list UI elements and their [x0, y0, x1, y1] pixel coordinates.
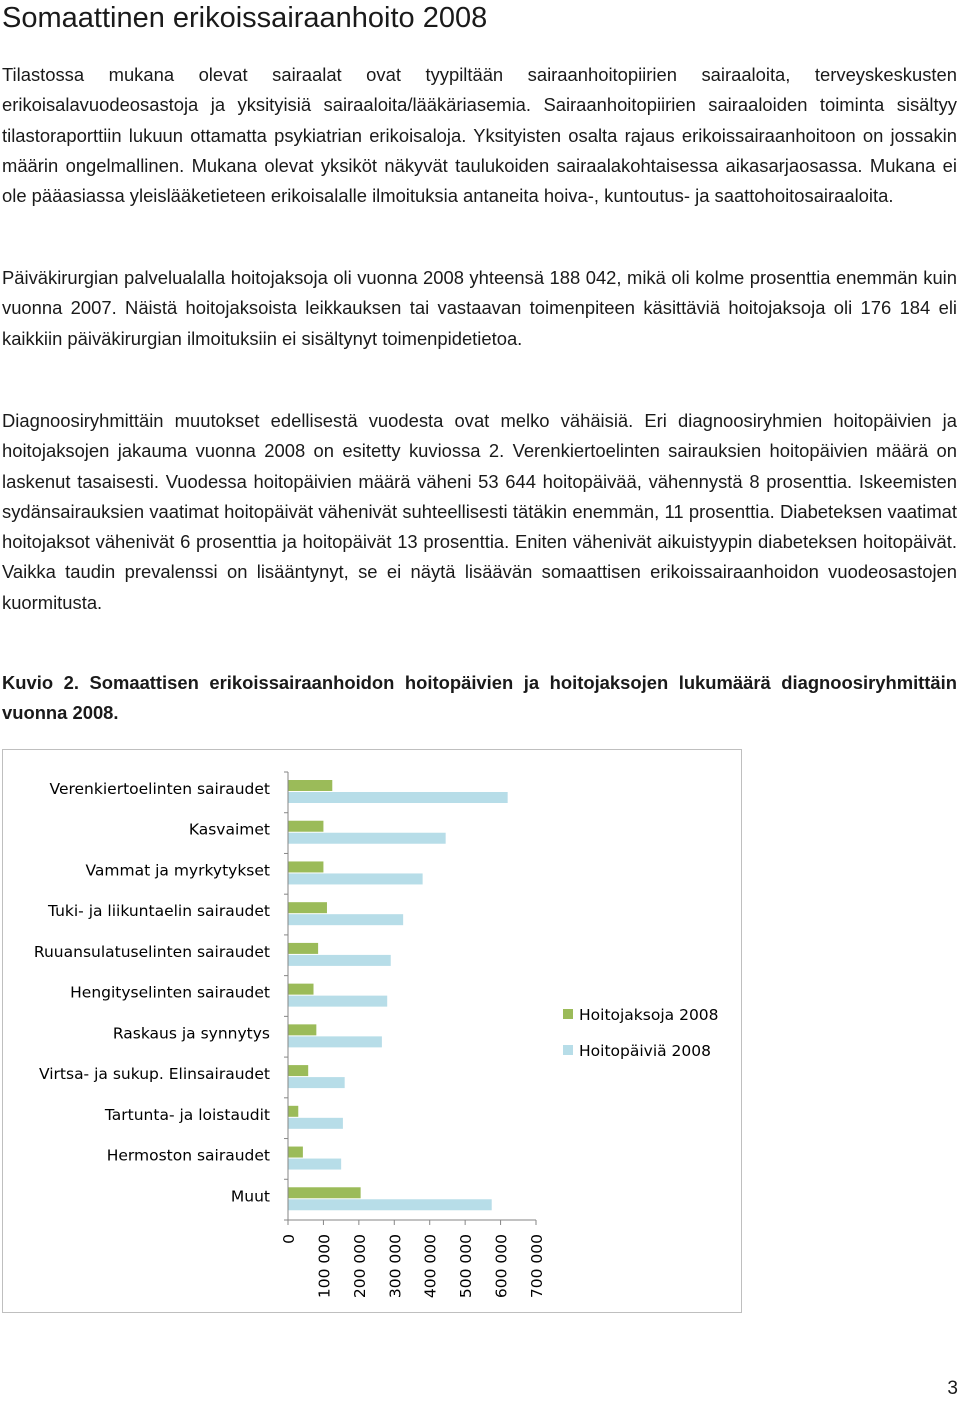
x-tick-label: 100 000: [315, 1234, 334, 1299]
bar-hoitopaivat: [288, 873, 423, 884]
figure-caption: Kuvio 2. Somaattisen erikoissairaanhoidon hoitopäivien ja hoitojaksojen lukumäärä diagnoosiryhmittäin vuonna 2008.: [2, 672, 957, 724]
bar-hoitopaivat: [288, 792, 508, 803]
x-tick-label: 200 000: [350, 1234, 369, 1299]
legend-swatch-hoitopaivat: [563, 1045, 573, 1055]
x-tick-label: 400 000: [421, 1234, 440, 1299]
chart-frame: [2, 749, 742, 1313]
bar-hoitojaksot: [288, 1187, 361, 1198]
category-label: Muut: [230, 1187, 270, 1206]
category-label: Hermoston sairaudet: [106, 1146, 270, 1165]
bar-hoitopaivat: [288, 914, 403, 925]
legend-label: Hoitojaksoja 2008: [579, 1006, 719, 1024]
bar-hoitojaksot: [288, 861, 323, 872]
bar-hoitopaivat: [288, 1199, 492, 1210]
category-label: Vammat ja myrkytykset: [85, 861, 270, 880]
category-label: Tuki- ja liikuntaelin sairaudet: [47, 902, 270, 921]
bar-hoitojaksot: [288, 943, 318, 954]
bar-hoitojaksot: [288, 780, 332, 791]
bar-hoitojaksot: [288, 1106, 298, 1117]
bar-hoitopaivat: [288, 1077, 345, 1088]
page-number: 3: [947, 1378, 958, 1399]
day-surgery-paragraph: Päiväkirurgian palvelualalla hoitojaksoja oli vuonna 2008 yhteensä 188 042, mikä oli kolme prosenttia enemmän kuin vuonna 2007. Näistä hoitojaksoista leikkauksen tai vastaavan toimenpiteen käsittäviä hoitojaksoja oli 176 184 eli kaikkiin päiväkirurgian ilmoituksiin ei sisältynyt toimenpidetietoa.: [2, 267, 957, 349]
bar-hoitopaivat: [288, 833, 446, 844]
bar-hoitopaivat: [288, 996, 387, 1007]
category-label: Virtsa- ja sukup. Elinsairaudet: [38, 1065, 270, 1084]
x-tick-label: 0: [280, 1234, 298, 1244]
bar-hoitojaksot: [288, 821, 323, 832]
x-tick-label: 700 000: [528, 1234, 546, 1299]
bar-hoitojaksot: [288, 1065, 308, 1076]
intro-paragraph: Tilastossa mukana olevat sairaalat ovat tyypiltään sairaanhoitopiirien sairaaloita, terveyskeskusten erikoisalavuodeosastoja ja yksityisiä sairaaloita/lääkäriasemia. Sairaanhoitopiirien sairaaloiden toiminta sisältyy tilastoraporttiin lukuun ottamatta psykiatrian erikoisaloja. Yksityisten osalta rajaus erikoissairaanhoitoon on jossakin määrin ongelmallinen. Mukana olevat yksiköt näkyvät taulukoiden sairaalakohtaisessa aikasarjaosassa. Mukana ei ole pääasiassa yleislääketieteen erikoisalalle ilmoituksia antaneita hoiva-, kuntoutus- ja saattohoitosairaaloita.: [2, 64, 957, 207]
category-label: Hengityselinten sairaudet: [70, 983, 270, 1002]
category-label: Raskaus ja synnytys: [112, 1024, 270, 1043]
legend-label: Hoitopäiviä 2008: [579, 1042, 711, 1060]
bar-hoitojaksot: [288, 902, 327, 913]
category-label: Tartunta- ja loistaudit: [104, 1105, 270, 1124]
diagnosis-paragraph: Diagnoosiryhmittäin muutokset edellisestä vuodesta ovat melko vähäisiä. Eri diagnoosiryhmien hoitopäivien ja hoitojaksojen jakauma vuonna 2008 on esitetty kuviossa 2. Verenkiertoelinten sairauksien hoitopäivien määrä on laskenut tasaisesti. Vuodessa hoitopäivien määrä väheni 53 644 hoitopäivää, vähennystä 8 prosenttia. Iskeemisten sydänsairauksien vaatimat hoitopäivät vähenivät suhteellisesti tätäkin enemmän, 11 prosenttia. Diabeteksen vaatimat hoitojaksot vähenivät 6 prosenttia ja hoitopäivät 13 prosenttia. Eniten vähenivät aikuistyypin diabeteksen hoitopäivät. Vaikka taudin prevalenssi on lisääntynyt, se ei näytä lisäävän somaattisen erikoissairaanhoidon vuodeosastojen kuormitusta.: [2, 410, 957, 613]
bar-chart: [3, 750, 743, 1314]
legend-swatch-hoitojaksot: [563, 1009, 573, 1019]
category-label: Ruuansulatuselinten sairaudet: [33, 942, 270, 961]
x-tick-label: 500 000: [457, 1234, 476, 1299]
bar-hoitojaksot: [288, 1147, 303, 1158]
bar-hoitojaksot: [288, 984, 314, 995]
x-tick-label: 300 000: [386, 1234, 405, 1299]
bar-hoitopaivat: [288, 1036, 382, 1047]
bar-hoitopaivat: [288, 1159, 341, 1170]
category-label: Verenkiertoelinten sairaudet: [49, 780, 270, 798]
bar-hoitopaivat: [288, 955, 391, 966]
x-tick-label: 600 000: [492, 1234, 511, 1299]
page-title: Somaattinen erikoissairaanhoito 2008: [2, 2, 488, 34]
bar-hoitojaksot: [288, 1024, 316, 1035]
bar-hoitopaivat: [288, 1118, 343, 1129]
category-label: Kasvaimet: [188, 820, 270, 839]
